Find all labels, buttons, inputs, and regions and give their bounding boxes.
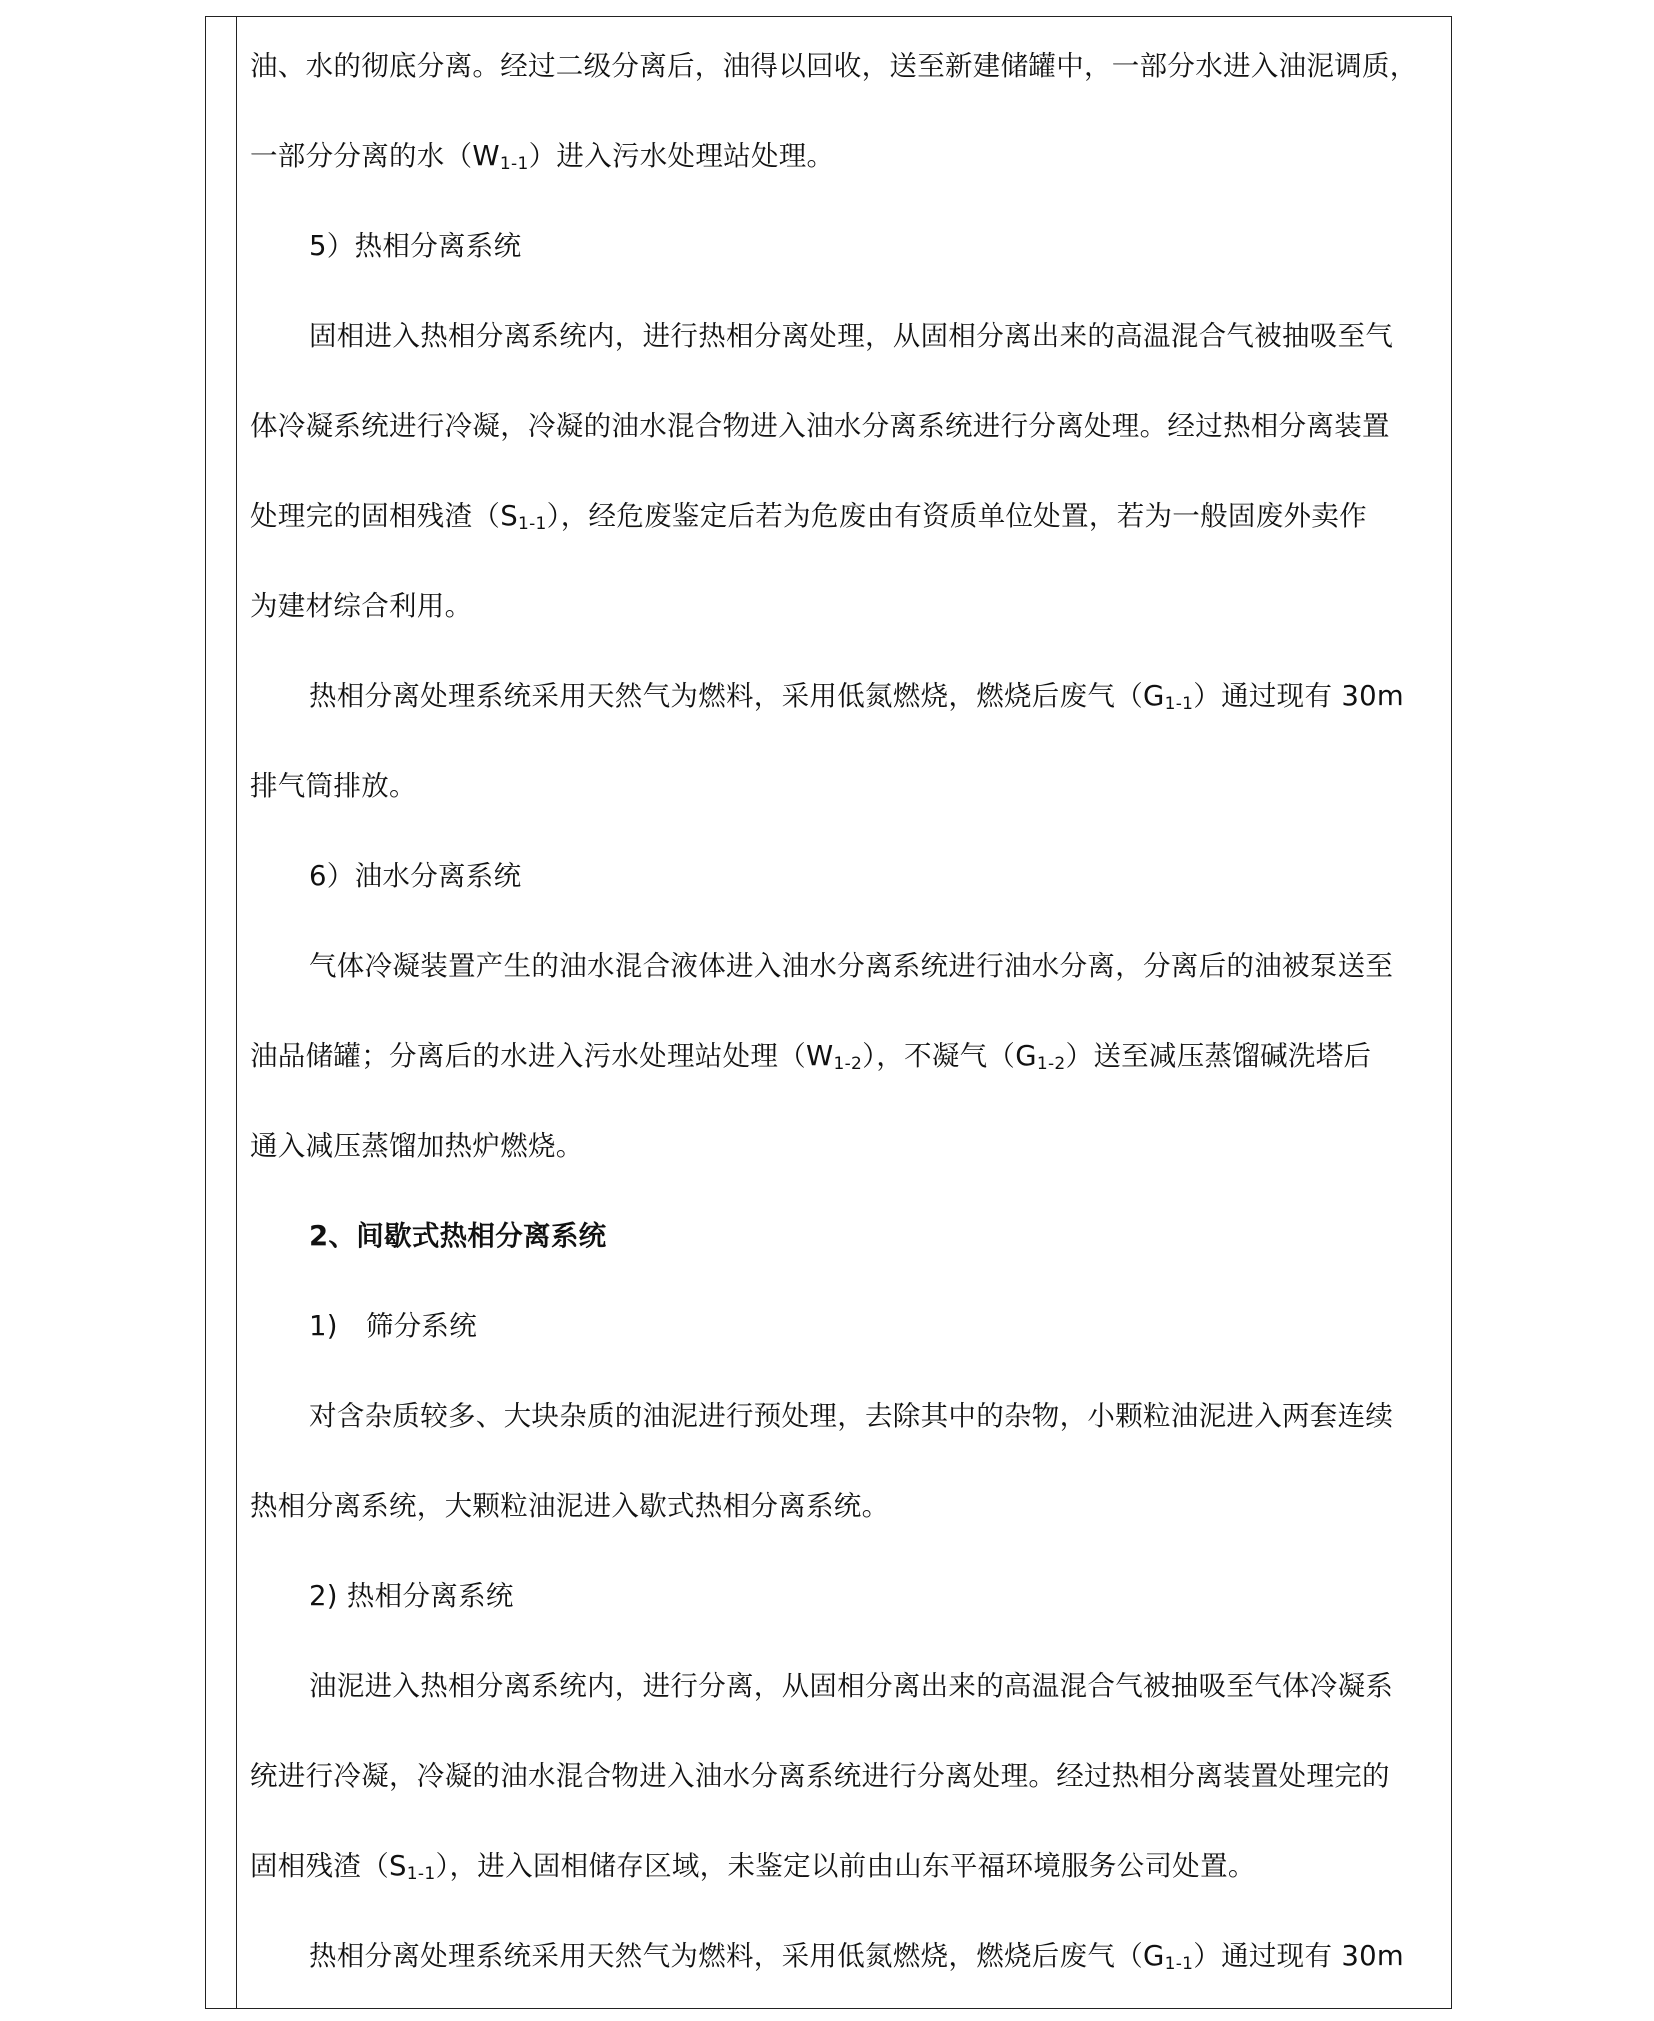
- section-heading: 2) 热相分离系统: [309, 1580, 514, 1612]
- text-line: 油品储罐；分离后的水进入污水处理站处理$(W_{1-2})$，不凝气$(G_{1-2})$送至减压蒸馏碱洗塔后: [250, 1040, 1372, 1074]
- text-line: 体冷凝系统进行冷凝，冷凝的油水混合物进入油水分离系统进行分离处理。经过热相分离装置: [250, 410, 1390, 442]
- left-margin-rule: [236, 16, 237, 2009]
- section-heading: 5）热相分离系统: [309, 230, 522, 262]
- section-heading: 6）油水分离系统: [309, 860, 522, 892]
- text-line: 热相分离处理系统采用天然气为燃料，采用低氮燃烧，燃烧后废气$(G_{1-1})$通过现有 30m: [309, 680, 1405, 714]
- text-line: 固相进入热相分离系统内，进行热相分离处理，从固相分离出来的高温混合气被抽吸至气: [309, 320, 1394, 352]
- text-line: 通入减压蒸馏加热炉燃烧。: [250, 1130, 584, 1162]
- section-heading-bold: 2、间歇式热相分离系统: [309, 1220, 607, 1252]
- text-line: 气体冷凝装置产生的油水混合液体进入油水分离系统进行油水分离，分离后的油被泵送至: [309, 950, 1394, 982]
- text-line: 一部分分离的水$(W_{1-1})$进入污水处理站处理。: [250, 140, 835, 174]
- section-heading: 1) 筛分系统: [309, 1310, 478, 1342]
- text-line: 统进行冷凝，冷凝的油水混合物进入油水分离系统进行分离处理。经过热相分离装置处理完的: [250, 1760, 1390, 1792]
- document-body: [250, 28, 1438, 2008]
- text-line: 处理完的固相残渣$(S_{1-1})$，经危废鉴定后若为危废由有资质单位处置，若为一般固废外卖作: [250, 500, 1367, 534]
- text-line: 固相残渣$(S_{1-1})$，进入固相储存区域，未鉴定以前由山东平福环境服务公司处置。: [250, 1850, 1256, 1884]
- text-line: 排气筒排放。: [250, 770, 417, 802]
- text-line: 油、水的彻底分离。经过二级分离后，油得以回收，送至新建储罐中，一部分水进入油泥调质，: [250, 50, 1418, 82]
- text-line: 热相分离处理系统采用天然气为燃料，采用低氮燃烧，燃烧后废气$(G_{1-1})$通过现有 30m: [309, 1940, 1405, 1974]
- text-line: 对含杂质较多、大块杂质的油泥进行预处理，去除其中的杂物，小颗粒油泥进入两套连续: [309, 1400, 1394, 1432]
- text-line: 为建材综合利用。: [250, 590, 473, 622]
- text-line: 油泥进入热相分离系统内，进行分离，从固相分离出来的高温混合气被抽吸至气体冷凝系: [309, 1670, 1394, 1702]
- text-line: 热相分离系统，大颗粒油泥进入歇式热相分离系统。: [250, 1490, 890, 1522]
